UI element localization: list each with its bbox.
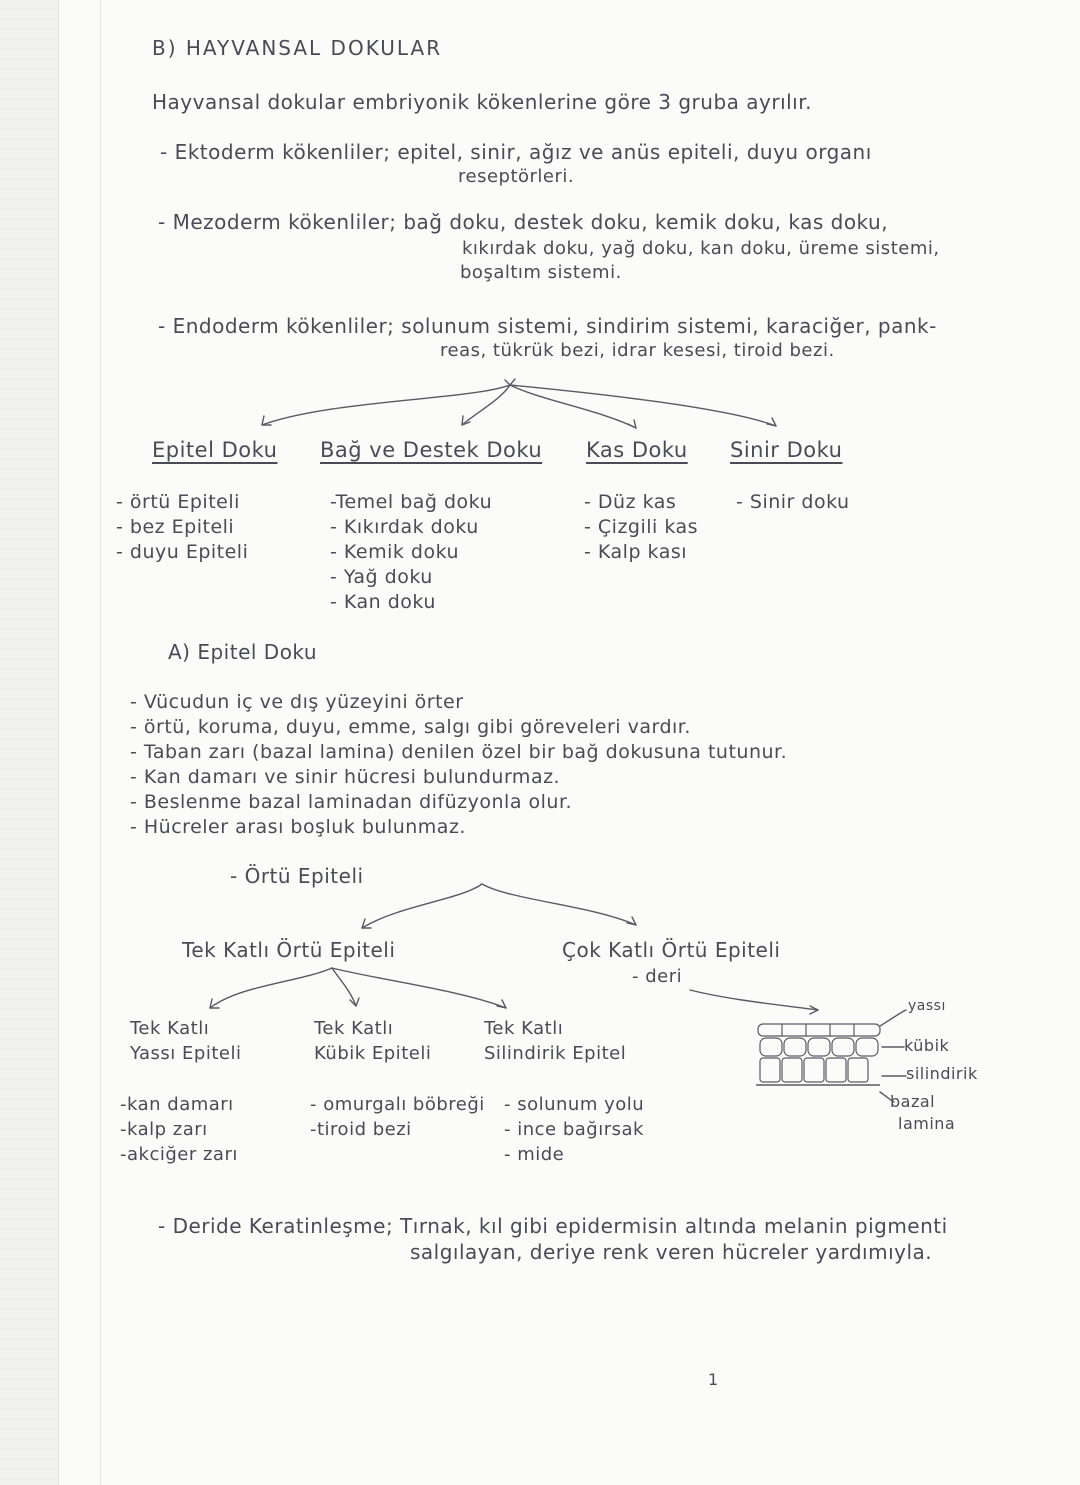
list-item: - Sinir doku [736, 491, 850, 513]
intro-text: Hayvansal dokular embriyonik kökenlerine göre 3 gruba ayrılır. [152, 90, 812, 114]
type-name-line: Kübik Epiteli [314, 1043, 432, 1064]
list-item: - örtü Epiteli [116, 491, 240, 513]
diagram-label-bazal: bazal [890, 1092, 936, 1111]
yassi-examples [120, 1092, 238, 1167]
silindirik-examples [504, 1092, 644, 1167]
sinir-list [736, 490, 850, 515]
list-item: - ince bağırsak [504, 1119, 644, 1140]
section-title: B) HAYVANSAL DOKULAR [152, 36, 443, 60]
type-name-line: Silindirik Epitel [484, 1043, 627, 1064]
deri-note-line1: - Deride Keratinleşme; Tırnak, kıl gibi epidermisin altında melanin pigmenti [158, 1214, 948, 1238]
list-item: - Kemik doku [330, 541, 460, 563]
list-item: - Hücreler arası boşluk bulunmaz. [130, 816, 466, 838]
list-item: - Kalp kası [584, 541, 688, 563]
group-title-sinir: Sinir Doku [730, 438, 843, 462]
cok-katli-title: Çok Katlı Örtü Epiteli [562, 938, 781, 962]
group-title-kas: Kas Doku [586, 438, 688, 462]
list-item: - Kan doku [330, 591, 436, 613]
ektoderm-line1: - Ektoderm kökenliler; epitel, sinir, ağız ve anüs epiteli, duyu organı [160, 140, 872, 164]
kubik-examples [310, 1092, 485, 1142]
page-margin-strip [0, 0, 59, 1485]
endoderm-line2: reas, tükrük bezi, idrar kesesi, tiroid bezi. [440, 340, 835, 361]
group-title-bag-destek: Bağ ve Destek Doku [320, 438, 543, 462]
page-number: 1 [708, 1370, 719, 1389]
type-name-line: Tek Katlı [484, 1018, 564, 1039]
list-item: - Kan damarı ve sinir hücresi bulundurmaz. [130, 766, 561, 788]
list-item: - örtü, koruma, duyu, emme, salgı gibi göreveleri vardır. [130, 716, 691, 738]
list-item: - Taban zarı (bazal lamina) denilen özel bir bağ dokusuna tutunur. [130, 741, 788, 763]
mezoderm-line3: boşaltım sistemi. [460, 262, 622, 283]
list-item: - omurgalı böbreği [310, 1094, 485, 1115]
list-item: - Vücudun iç ve dış yüzeyini örter [130, 691, 464, 713]
diagram-label-lamina: lamina [898, 1114, 956, 1133]
yassi-epitel-name [130, 1016, 241, 1066]
list-item: - duyu Epiteli [116, 541, 249, 563]
tek-katli-title: Tek Katlı Örtü Epiteli [182, 938, 396, 962]
list-item: -tiroid bezi [310, 1119, 412, 1140]
type-name-line: Yassı Epiteli [130, 1043, 242, 1064]
kas-list [584, 490, 698, 565]
kubik-epitel-name [314, 1016, 431, 1066]
epitel-list [116, 490, 248, 565]
type-name-line: Tek Katlı [130, 1018, 210, 1039]
diagram-label-silindirik: silindirik [906, 1064, 978, 1083]
epitel-points [130, 690, 787, 840]
list-item: - solunum yolu [504, 1094, 645, 1115]
cok-katli-subtitle: - deri [632, 966, 683, 987]
group-title-epitel: Epitel Doku [152, 438, 278, 462]
list-item: -kan damarı [120, 1094, 234, 1115]
list-item: -akciğer zarı [120, 1144, 238, 1165]
endoderm-line1: - Endoderm kökenliler; solunum sistemi, sindirim sistemi, karaciğer, pank- [158, 314, 937, 338]
mezoderm-line1: - Mezoderm kökenliler; bağ doku, destek doku, kemik doku, kas doku, [158, 210, 889, 234]
ortu-epiteli-label: - Örtü Epiteli [230, 864, 364, 888]
margin-line [100, 0, 101, 1485]
list-item: - mide [504, 1144, 565, 1165]
silindirik-epitel-name [484, 1016, 626, 1066]
diagram-label-kubik: kübik [904, 1036, 950, 1055]
list-item: - Beslenme bazal laminadan difüzyonla olur. [130, 791, 573, 813]
list-item: - Düz kas [584, 491, 677, 513]
list-item: - Kıkırdak doku [330, 516, 479, 538]
type-name-line: Tek Katlı [314, 1018, 394, 1039]
list-item: - Yağ doku [330, 566, 433, 588]
mezoderm-line2: kıkırdak doku, yağ doku, kan doku, üreme sistemi, [462, 238, 940, 259]
deri-note-line2: salgılayan, deriye renk veren hücreler yardımıyla. [410, 1240, 933, 1264]
list-item: -kalp zarı [120, 1119, 208, 1140]
diagram-label-yassi: yassı [908, 998, 946, 1014]
ektoderm-line2: reseptörleri. [458, 166, 575, 187]
bag-destek-list [330, 490, 492, 615]
list-item: - Çizgili kas [584, 516, 699, 538]
epitel-section-title: A) Epitel Doku [168, 640, 318, 664]
list-item: - bez Epiteli [116, 516, 235, 538]
list-item: -Temel bağ doku [330, 491, 493, 513]
